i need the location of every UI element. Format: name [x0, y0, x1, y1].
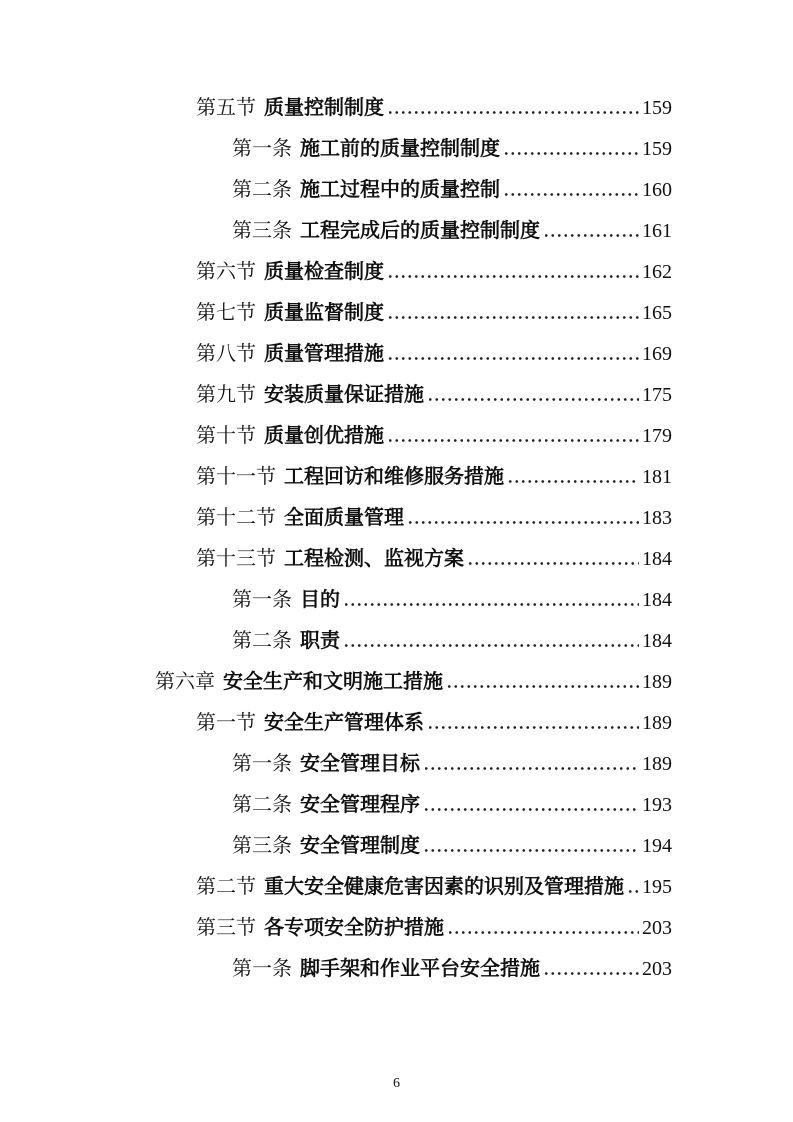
- toc-entry-title: 施工过程中的质量控制: [300, 179, 500, 201]
- toc-entry-label: 第二条: [232, 630, 292, 652]
- toc-entry-page: 203: [642, 917, 672, 939]
- toc-entry-title: 质量管理措施: [264, 343, 384, 365]
- toc-entry-title: 全面质量管理: [284, 507, 404, 529]
- toc-leader-dots: [423, 808, 639, 811]
- toc-entry-title: 安全管理程序: [300, 794, 420, 816]
- toc-entry-label: 第一条: [232, 958, 292, 980]
- toc-entry-page: 159: [642, 138, 672, 160]
- toc-entry-title: 质量控制制度: [264, 97, 384, 119]
- toc-entry-label: 第六章: [155, 671, 215, 693]
- toc-leader-dots: [503, 152, 639, 155]
- toc-entry[interactable]: [232, 580, 672, 621]
- toc-entry-label: 第一条: [232, 138, 292, 160]
- toc-leader-dots: [446, 685, 639, 688]
- toc-entry[interactable]: [196, 703, 672, 744]
- toc-entry-title: 工程回访和维修服务措施: [284, 466, 504, 488]
- toc-leader-dots: [507, 480, 639, 483]
- toc-entry[interactable]: [196, 867, 672, 908]
- toc-entry-page: 189: [642, 712, 672, 734]
- toc-entry-title: 安装质量保证措施: [264, 384, 424, 406]
- toc-entry-label: 第二节: [196, 876, 256, 898]
- toc-entry-label: 第七节: [196, 302, 256, 324]
- toc-leader-dots: [343, 603, 639, 606]
- toc-entry-label: 第八节: [196, 343, 256, 365]
- toc-entry[interactable]: [232, 744, 672, 785]
- footer-page-number: 6: [393, 1076, 400, 1091]
- toc-entry-label: 第九节: [196, 384, 256, 406]
- toc-entry-title: 质量监督制度: [264, 302, 384, 324]
- toc-entry-page: 195: [642, 876, 672, 898]
- toc-entry-label: 第三节: [196, 917, 256, 939]
- toc-entry[interactable]: [196, 293, 672, 334]
- toc-entry[interactable]: [232, 129, 672, 170]
- toc-entry-title: 职责: [300, 630, 340, 652]
- toc-entry-label: 第十一节: [196, 466, 276, 488]
- toc-leader-dots: [447, 931, 639, 934]
- toc-entry-label: 第一条: [232, 753, 292, 775]
- toc-entry-title: 安全生产管理体系: [264, 712, 424, 734]
- toc-leader-dots: [427, 398, 639, 401]
- toc-entry-title: 安全生产和文明施工措施: [223, 671, 443, 693]
- toc-leader-dots: [467, 562, 639, 565]
- toc-entry-label: 第一节: [196, 712, 256, 734]
- toc-entry-title: 脚手架和作业平台安全措施: [300, 958, 540, 980]
- toc-entry-label: 第二条: [232, 794, 292, 816]
- toc-entry-title: 重大安全健康危害因素的识别及管理措施: [264, 876, 624, 898]
- toc-leader-dots: [423, 767, 639, 770]
- toc-entry-page: 184: [642, 548, 672, 570]
- toc-entry[interactable]: [196, 498, 672, 539]
- toc-entry-label: 第十节: [196, 425, 256, 447]
- toc-leader-dots: [627, 890, 639, 893]
- toc-entry-title: 工程完成后的质量控制制度: [300, 220, 540, 242]
- toc-entry[interactable]: [232, 170, 672, 211]
- toc-entry[interactable]: [232, 785, 672, 826]
- toc-entry-label: 第五节: [196, 97, 256, 119]
- toc-entry[interactable]: [232, 826, 672, 867]
- toc-entry-title: 各专项安全防护措施: [264, 917, 444, 939]
- toc-leader-dots: [387, 357, 639, 360]
- toc-entry-label: 第一条: [232, 589, 292, 611]
- toc-entry[interactable]: [196, 539, 672, 580]
- toc-leader-dots: [423, 849, 639, 852]
- toc-entry[interactable]: [196, 88, 672, 129]
- toc-entry-label: 第十三节: [196, 548, 276, 570]
- toc-entry-label: 第三条: [232, 220, 292, 242]
- toc-entry-page: 183: [642, 507, 672, 529]
- toc-entry[interactable]: [196, 416, 672, 457]
- toc-entry-page: 184: [642, 589, 672, 611]
- toc-leader-dots: [387, 275, 639, 278]
- toc-entry-page: 175: [642, 384, 672, 406]
- toc-entry-page: 179: [642, 425, 672, 447]
- toc-entry-title: 施工前的质量控制制度: [300, 138, 500, 160]
- toc-entry-title: 安全管理目标: [300, 753, 420, 775]
- toc-entry-page: 189: [642, 671, 672, 693]
- toc-entry-page: 193: [642, 794, 672, 816]
- toc-entry-page: 169: [642, 343, 672, 365]
- toc-leader-dots: [543, 234, 639, 237]
- toc-leader-dots: [543, 972, 639, 975]
- toc-entry-title: 安全管理制度: [300, 835, 420, 857]
- toc-leader-dots: [387, 111, 639, 114]
- toc-entry-page: 165: [642, 302, 672, 324]
- toc-leader-dots: [503, 193, 639, 196]
- toc-leader-dots: [387, 439, 639, 442]
- toc-entry-page: 161: [642, 220, 672, 242]
- toc-entry-label: 第二条: [232, 179, 292, 201]
- toc-entry[interactable]: [232, 621, 672, 662]
- toc-entry-page: 181: [642, 466, 672, 488]
- toc-entry-label: 第十二节: [196, 507, 276, 529]
- toc-entry-title: 工程检测、监视方案: [284, 548, 464, 570]
- toc-entry[interactable]: [232, 949, 672, 990]
- toc-entry[interactable]: [196, 457, 672, 498]
- toc-entry-label: 第三条: [232, 835, 292, 857]
- toc-entry-page: 160: [642, 179, 672, 201]
- toc-entry[interactable]: [196, 334, 672, 375]
- toc-entry-page: 203: [642, 958, 672, 980]
- toc-entry[interactable]: [196, 908, 672, 949]
- toc-entry[interactable]: [155, 662, 672, 703]
- toc-entry[interactable]: [196, 252, 672, 293]
- toc-entry-page: 162: [642, 261, 672, 283]
- toc-entry-page: 189: [642, 753, 672, 775]
- toc-leader-dots: [407, 521, 639, 524]
- toc-entry-page: 194: [642, 835, 672, 857]
- toc-entry-title: 目的: [300, 589, 340, 611]
- toc-leader-dots: [387, 316, 639, 319]
- toc-leader-dots: [343, 644, 639, 647]
- toc-entry-title: 质量创优措施: [264, 425, 384, 447]
- toc-entry-title: 质量检查制度: [264, 261, 384, 283]
- toc-leader-dots: [427, 726, 639, 729]
- toc-entry[interactable]: [196, 375, 672, 416]
- toc-entry-page: 159: [642, 97, 672, 119]
- toc-entry-label: 第六节: [196, 261, 256, 283]
- toc-entry[interactable]: [232, 211, 672, 252]
- table-of-contents: [0, 88, 672, 990]
- toc-entry-page: 184: [642, 630, 672, 652]
